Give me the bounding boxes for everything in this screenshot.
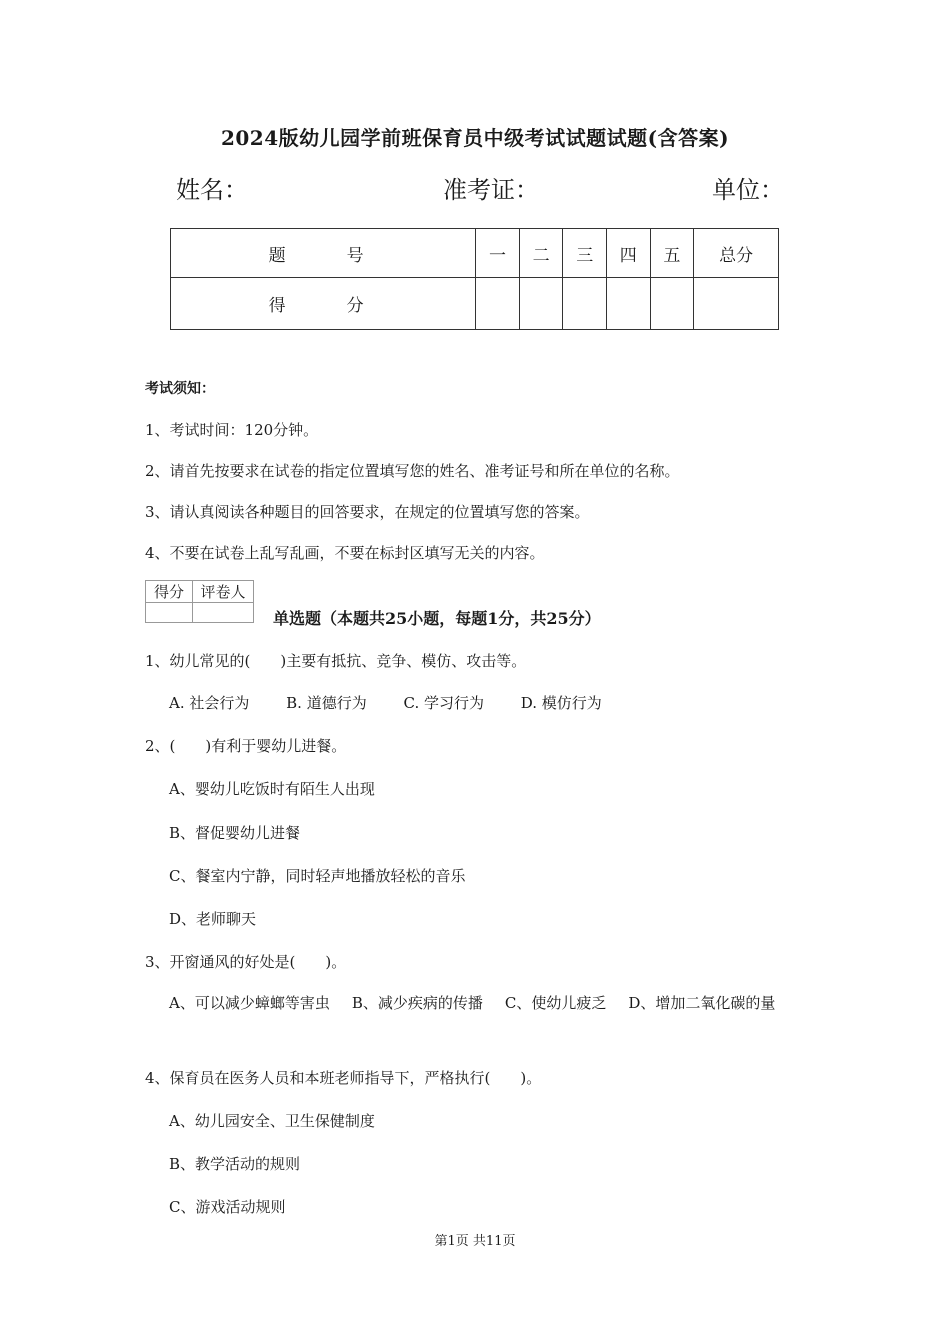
- notice-item: 1、考试时间：120分钟。: [145, 421, 319, 439]
- score-cell: [606, 278, 650, 330]
- option: C. 学习行为: [403, 694, 484, 712]
- score-table-header-cell: 四: [606, 229, 650, 278]
- score-cell: [519, 278, 563, 330]
- grader-box-grader-cell: [193, 603, 254, 623]
- question-stem: 1、幼儿常见的( )主要有抵抗、竞争、模仿、攻击等。: [145, 652, 527, 670]
- option: A、幼儿园安全、卫生保健制度: [169, 1112, 375, 1130]
- score-cell-total: [694, 278, 779, 330]
- score-table-row-label: 得 分: [171, 278, 476, 330]
- option: D、增加二氧化碳的量: [628, 994, 776, 1012]
- option: B、减少疾病的传播: [351, 994, 483, 1012]
- option: A、可以减少蟑螂等害虫: [169, 994, 330, 1012]
- grader-box-grader-label: 评卷人: [193, 581, 254, 603]
- option: A. 社会行为: [169, 694, 250, 712]
- name-field-label: 姓名：: [176, 176, 248, 204]
- grader-box-score-cell: [146, 603, 193, 623]
- notice-heading: 考试须知：: [145, 381, 215, 397]
- unit-field-label: 单位：: [712, 176, 784, 204]
- option: C、游戏活动规则: [169, 1198, 286, 1216]
- question-options: [169, 692, 634, 713]
- option: D. 模仿行为: [520, 694, 602, 712]
- page-footer: 第1页 共11页: [434, 1234, 516, 1249]
- score-table-header-row: [171, 229, 779, 278]
- question-stem: 2、( )有利于婴幼儿进餐。: [145, 737, 347, 755]
- notice-item: 3、请认真阅读各种题目的回答要求，在规定的位置填写您的答案。: [145, 503, 590, 521]
- document-title: 2024版幼儿园学前班保育员中级考试试题试题(含答案): [220, 126, 730, 150]
- option: C、使幼儿疲乏: [504, 994, 607, 1012]
- option: B、督促婴幼儿进餐: [169, 824, 301, 842]
- option: C、餐室内宁静，同时轻声地播放轻松的音乐: [169, 867, 466, 885]
- question-options: [145, 990, 813, 1017]
- score-cell: [650, 278, 694, 330]
- score-table-header-label: 题 号: [171, 229, 476, 278]
- notice-item: 2、请首先按要求在试卷的指定位置填写您的姓名、准考证号和所在单位的名称。: [145, 462, 680, 480]
- score-table-score-row: [171, 278, 779, 330]
- score-table-header-cell: 一: [476, 229, 520, 278]
- section-title: 单选题（本题共25小题，每题1分，共25分）: [273, 609, 601, 628]
- option: B、教学活动的规则: [169, 1155, 301, 1173]
- score-cell: [563, 278, 607, 330]
- score-table-header-cell: 三: [563, 229, 607, 278]
- question-stem: 3、开窗通风的好处是( )。: [145, 953, 347, 971]
- question-stem: 4、保育员在医务人员和本班老师指导下，严格执行( )。: [145, 1069, 542, 1087]
- score-table-header-total: 总分: [694, 229, 779, 278]
- grader-box-score-label: 得分: [146, 581, 193, 603]
- option: D、老师聊天: [169, 910, 257, 928]
- option: A、婴幼儿吃饭时有陌生人出现: [169, 780, 375, 798]
- score-cell: [476, 278, 520, 330]
- notice-item: 4、不要在试卷上乱写乱画，不要在标封区填写无关的内容。: [145, 544, 545, 562]
- score-table: [170, 228, 779, 330]
- score-table-header-cell: 二: [519, 229, 563, 278]
- score-table-header-cell: 五: [650, 229, 694, 278]
- exam-number-field-label: 准考证：: [443, 176, 539, 204]
- grader-box: [145, 580, 254, 623]
- option: B. 道德行为: [286, 694, 367, 712]
